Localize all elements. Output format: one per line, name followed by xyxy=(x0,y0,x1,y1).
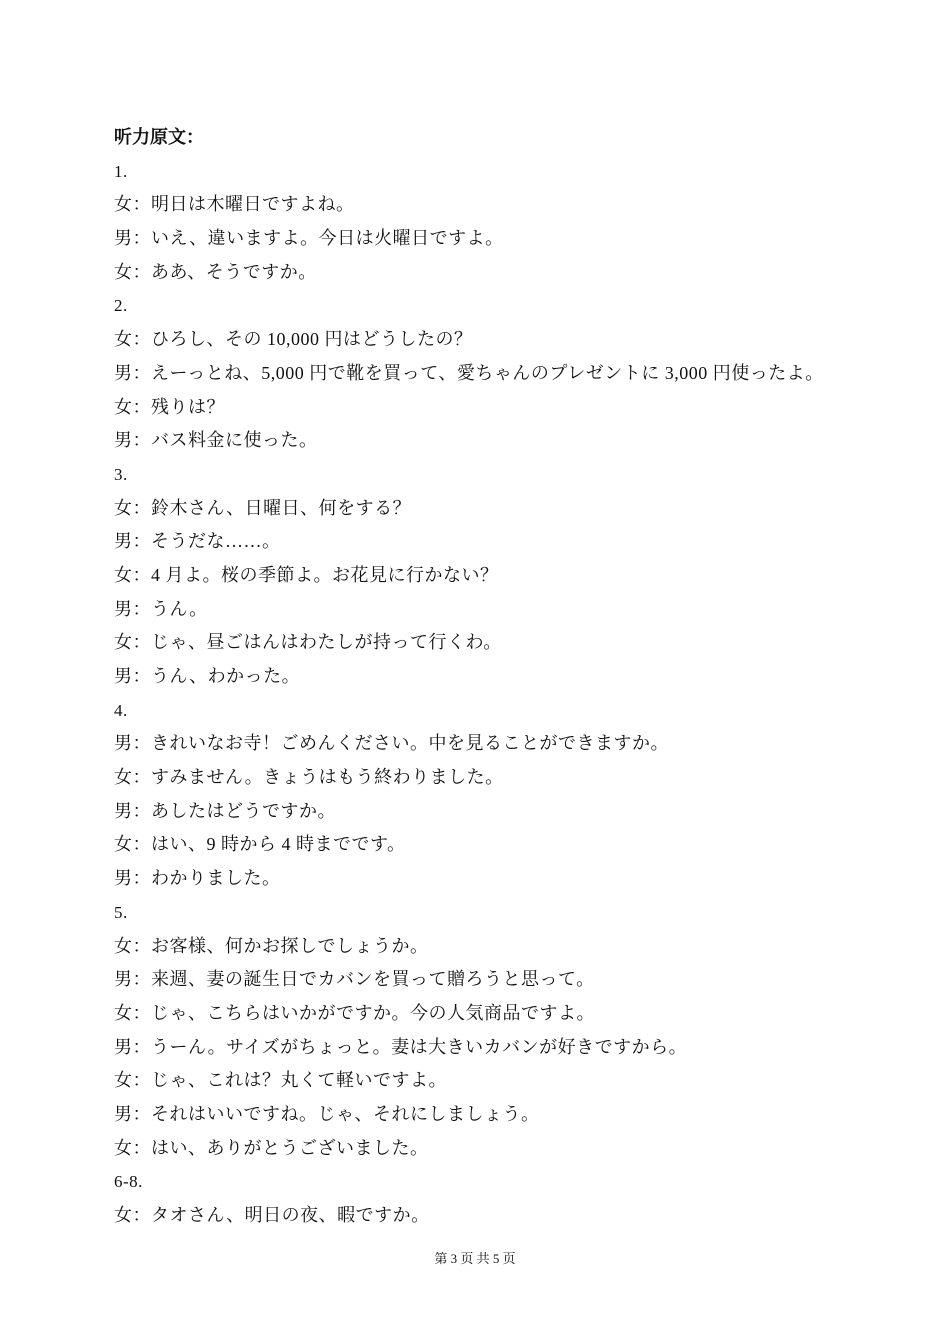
dialogue-line: 女：4 月よ。桜の季節よ。お花見に行かない？ xyxy=(114,564,499,585)
transcript-content xyxy=(114,121,914,1233)
question-number-2: 2. xyxy=(114,296,128,316)
dialogue-line: 女：お客様、何かお探しでしょうか。 xyxy=(114,935,429,956)
dialogue-line: 女：鈴木さん、日曜日、何をする？ xyxy=(114,497,412,518)
dialogue-line: 男：わかりました。 xyxy=(114,868,281,889)
dialogue-line: 男：バス料金に使った。 xyxy=(114,430,318,451)
question-number-4: 4. xyxy=(114,700,128,720)
dialogue-line: 女：明日は木曜日ですよね。 xyxy=(114,194,355,215)
dialogue-line: 男：えーっとね、5,000 円で靴を買って、愛ちゃんのプレゼントに 3,000 円使ったよ。 xyxy=(114,362,824,383)
transcript-heading: 听力原文： xyxy=(114,127,204,147)
question-number-3: 3. xyxy=(114,464,128,484)
transcript-lines xyxy=(114,155,914,1233)
dialogue-line: 女：はい、ありがとうございました。 xyxy=(114,1137,429,1158)
dialogue-line: 男：うーん。サイズがちょっと。妻は大きいカバンが好きですから。 xyxy=(114,1036,688,1057)
question-number-1: 1. xyxy=(114,161,128,181)
question-number-6-8: 6-8. xyxy=(114,1172,143,1192)
dialogue-line: 男：あしたはどうですか。 xyxy=(114,800,336,821)
dialogue-line: 男：それはいいですね。じゃ、それにしましょう。 xyxy=(114,1103,540,1124)
dialogue-line: 女：はい、9 時から 4 時までです。 xyxy=(114,834,406,855)
dialogue-line: 女：すみません。きょうはもう終わりました。 xyxy=(114,767,504,788)
dialogue-line: 女：残りは？ xyxy=(114,396,225,417)
dialogue-line: 男：うん、わかった。 xyxy=(114,666,301,686)
dialogue-line: 女：じゃ、これは？丸くて軽いですよ。 xyxy=(114,1070,447,1091)
dialogue-line: 男：うん。 xyxy=(114,598,208,619)
dialogue-line: 男：来週、妻の誕生日でカバンを買って贈ろうと思って。 xyxy=(114,969,595,990)
question-number-5: 5. xyxy=(114,902,128,922)
dialogue-line: 女：ひろし、その 10,000 円はどうしたの？ xyxy=(114,329,473,350)
dialogue-line: 男：そうだな……。 xyxy=(114,531,281,552)
dialogue-line: 男：いえ、違いますよ。今日は火曜日ですよ。 xyxy=(114,228,504,249)
dialogue-line: 女：じゃ、こちらはいかがですか。今の人気商品ですよ。 xyxy=(114,1002,595,1023)
dialogue-line: 女：タオさん、明日の夜、暇ですか。 xyxy=(114,1205,430,1225)
dialogue-line: 女：ああ、そうですか。 xyxy=(114,261,317,282)
dialogue-line: 男：きれいなお寺！ごめんください。中を見ることができますか。 xyxy=(114,733,669,754)
dialogue-line: 女：じゃ、昼ごはんはわたしが持って行くわ。 xyxy=(114,632,502,653)
page-footer: 第 3 页 共 5 页 xyxy=(434,1251,516,1266)
